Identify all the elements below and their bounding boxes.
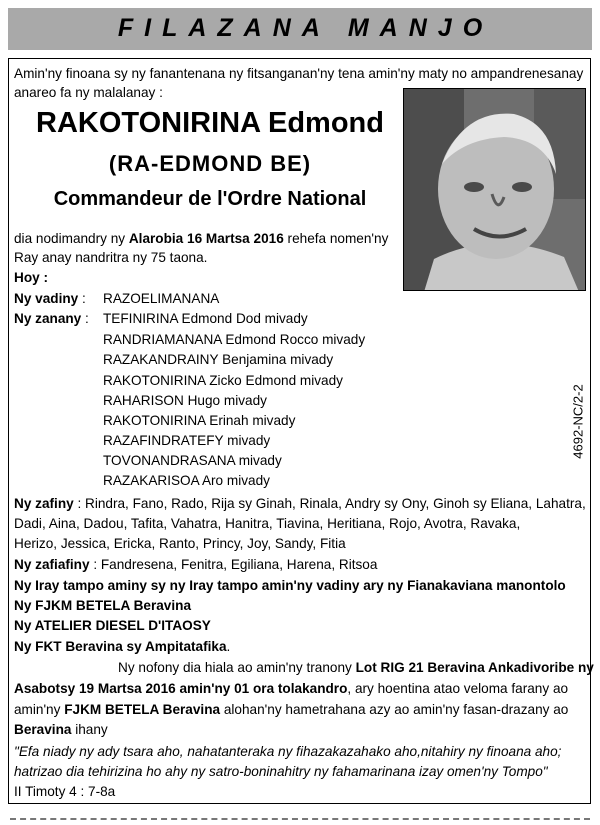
funeral-line-4: Beravina ihany (14, 722, 108, 737)
intro-line-1: Amin'ny finoana sy ny fanantenana ny fitsanganan'ny tena amin'ny maty no ampandrenesanay (14, 66, 584, 81)
hoy-label: Hoy : (14, 270, 48, 285)
cut-line-divider (10, 818, 590, 820)
reference-code: 4692-NC/2-2 (570, 384, 586, 459)
zafiny-line-3: Herizo, Jessica, Ericka, Ranto, Princy, Joy, Sandy, Fitia (14, 536, 346, 551)
deceased-title: Commandeur de l'Ordre National (53, 188, 367, 210)
header-title: FILAZANA MANJO (117, 14, 494, 42)
group-line-4: Ny FKT Beravina sy Ampitatafika. (14, 639, 231, 654)
zanany-item: TEFINIRINA Edmond Dod mivady (103, 311, 308, 326)
funeral-line-3: amin'ny FJKM BETELA Beravina alohan'ny hametrahana azy ao amin'ny fasan-drazany ao (14, 702, 569, 717)
quote-line-2: hatrizao dia tehirizina ho ahy ny satro-boninahitry ny fahamarinana izay omen'ny Tompo" (14, 764, 548, 779)
group-line-3: Ny ATELIER DIESEL D'ITAOSY (14, 618, 211, 633)
zanany-item: RAHARISON Hugo mivady (103, 393, 267, 408)
zanany-item: RAKOTONIRINA Zicko Edmond mivady (103, 373, 343, 388)
zanany-item: RAZAFINDRATEFY mivady (103, 433, 271, 448)
intro-line-2: anareo fa ny malalanay : (14, 85, 163, 100)
zanany-item: RANDRIAMANANA Edmond Rocco mivady (103, 332, 366, 347)
deceased-name: RAKOTONIRINA Edmond (36, 107, 384, 139)
zafiny-line-1: Ny zafiny : Rindra, Fano, Rado, Rija sy Ginah, Rinala, Andry sy Ony, Ginoh sy Eliana, Lahatra, (14, 496, 586, 511)
zafiny-line-2: Dadi, Aina, Dadou, Tafita, Vahatra, Hanitra, Tiavina, Heritiana, Rojo, Avotra, Ravaka, (14, 516, 521, 531)
death-line-1: dia nodimandry ny Alarobia 16 Martsa 2016 rehefa nomen'ny (14, 231, 389, 246)
zanany-item: TOVONANDRASANA mivady (103, 453, 282, 468)
quote-line-1: "Efa niady ny ady tsara aho, nahatanteraka ny fihazakazahako aho,nitahiry ny finoana aho; (14, 744, 562, 759)
funeral-line-1: Ny nofony dia hiala ao amin'ny tranony Lot RIG 21 Beravina Ankadivoribe ny (118, 660, 594, 675)
zanany-item: RAZAKARISOA Aro mivady (103, 473, 270, 488)
funeral-line-2: Asabotsy 19 Martsa 2016 amin'ny 01 ora tolakandro, ary hoentina atao veloma farany ao (14, 681, 569, 696)
vadiny-row: Ny vadiny : (14, 291, 86, 306)
death-date: Alarobia 16 Martsa 2016 (128, 231, 284, 246)
deceased-alias: (RA-EDMOND BE) (108, 151, 312, 176)
zanany-item: RAKOTONIRINA Erinah mivady (103, 413, 296, 428)
portrait-photo (403, 88, 586, 291)
portrait-image (404, 89, 586, 291)
zafiafiny-row: Ny zafiafiny : Fandresena, Fenitra, Egiliana, Harena, Ritsoa (14, 557, 378, 572)
zanany-row: Ny zanany : (14, 311, 89, 326)
header-banner (8, 8, 592, 50)
zanany-item: RAZAKANDRAINY Benjamina mivady (103, 352, 334, 367)
vadiny-value: RAZOELIMANANA (103, 291, 220, 306)
death-line-2: Ray anay nandritra ny 75 taona. (14, 250, 208, 265)
group-line-2: Ny FJKM BETELA Beravina (14, 598, 192, 613)
group-line-1: Ny Iray tampo aminy sy ny Iray tampo amin'ny vadiny ary ny Fianakaviana manontolo (14, 578, 566, 593)
quote-reference: II Timoty 4 : 7-8a (14, 784, 116, 799)
